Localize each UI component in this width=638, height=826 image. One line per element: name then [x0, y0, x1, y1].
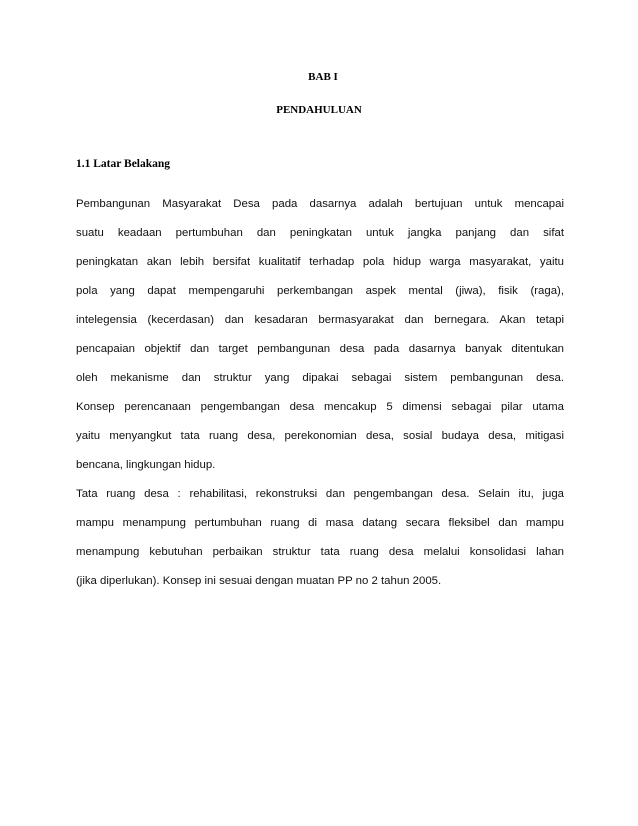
paragraph-1 [76, 190, 564, 480]
paragraph-line: peningkatan akan lebih bersifat kualitatif terhadap pola hidup warga masyarakat, yaitu [76, 256, 564, 268]
paragraph-line: oleh mekanisme dan struktur yang dipakai sebagai sistem pembangunan desa. [76, 372, 564, 384]
paragraph-line: suatu keadaan pertumbuhan dan peningkatan untuk jangka panjang dan sifat [76, 227, 564, 239]
paragraph-line: Pembangunan Masyarakat Desa pada dasarnya adalah bertujuan untuk mencapai [76, 198, 564, 210]
paragraph-line: menampung kebutuhan perbaikan struktur tata ruang desa melalui konsolidasi lahan [76, 546, 564, 558]
paragraph-line: intelegensia (kecerdasan) dan kesadaran bermasyarakat dan bernegara. Akan tetapi [76, 314, 564, 326]
paragraph-line: yaitu menyangkut tata ruang desa, perekonomian desa, sosial budaya desa, mitigasi [76, 430, 564, 442]
paragraph-line: (jika diperlukan). Konsep ini sesuai dengan muatan PP no 2 tahun 2005. [76, 575, 442, 587]
paragraph-line: pola yang dapat mempengaruhi perkembangan aspek mental (jiwa), fisik (raga), [76, 285, 564, 297]
section-heading: 1.1 Latar Belakang [76, 158, 171, 170]
paragraph-line: pencapaian objektif dan target pembangunan desa pada dasarnya banyak ditentukan [76, 343, 564, 355]
paragraph-line: Konsep perencanaan pengembangan desa mencakup 5 dimensi sebagai pilar utama [76, 401, 564, 413]
chapter-number: BAB I [308, 71, 338, 83]
chapter-title: PENDAHULUAN [276, 104, 362, 116]
paragraph-2 [76, 480, 564, 596]
paragraph-line: bencana, lingkungan hidup. [76, 459, 216, 471]
paragraph-line: Tata ruang desa : rehabilitasi, rekonstruksi dan pengembangan desa. Selain itu, juga [76, 488, 564, 500]
paragraph-line: mampu menampung pertumbuhan ruang di masa datang secara fleksibel dan mampu [76, 517, 564, 529]
